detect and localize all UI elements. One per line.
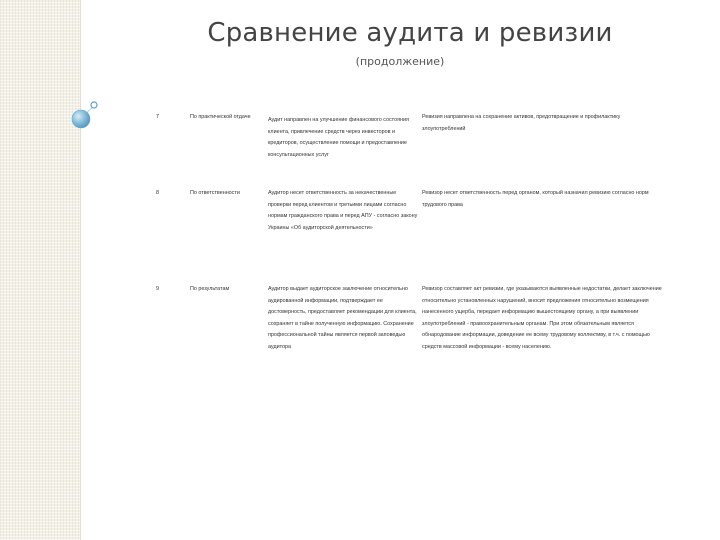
- side-pattern-panel: [0, 0, 80, 540]
- criterion-cell: По ответственности: [190, 190, 240, 196]
- criterion-cell: По результатам: [190, 286, 230, 292]
- audit-cell: Аудит направлен на улучшение финансового состояния клиента, привлечение средств через инвесторов и кредиторов, осуществление помощи и предоставление консультационных услуг: [268, 117, 409, 158]
- page-subtitle: (продолжение): [355, 55, 445, 68]
- page-title: Сравнение аудита и ревизии: [207, 18, 613, 48]
- revision-cell: Ревизор составляет акт ревизии, где указываются выявленные недостатки, делает заключение относительно установленных нарушений, вносит предложения относительно возмещения нанесенного ущерба, передает информацию вышестоящему органу, а при выявлении злоупотреблений - правоохранительным органам. При этом обязательным является обнародование информации, доведение ее всему трудовому коллективу, в т.ч. с помощью средств массовой информации - всему населению.: [422, 286, 662, 350]
- row-number: 9: [156, 286, 159, 292]
- row-number: 8: [156, 190, 159, 196]
- revision-cell: Ревизор несет ответственность перед органом, который назначил ревизию согласно норм трудового права: [422, 190, 649, 208]
- audit-cell: Аудитор несет ответственность за некачественные проверки перед клиентом и третьими лицами согласно нормам гражданского права и перед АПУ - согласно закону Украины «Об аудиторской деятельности»: [268, 190, 418, 231]
- criterion-cell: По практической отдаче: [190, 114, 251, 120]
- audit-cell: Аудитор выдает аудиторское заключение относительно аудированной информации, подтверждает ее достоверность, предоставляет рекомендации для клиента, сохраняет в тайне полученную информацию. Сохранение профессиональной тайны является первой заповедью аудитора: [268, 286, 417, 350]
- side-divider: [80, 0, 81, 540]
- revision-cell: Ревизия направлена на сохранение активов, предотвращение и профилактику злоупотреблений: [422, 114, 621, 132]
- row-number: 7: [156, 114, 159, 120]
- decorative-circles-icon: [60, 96, 110, 136]
